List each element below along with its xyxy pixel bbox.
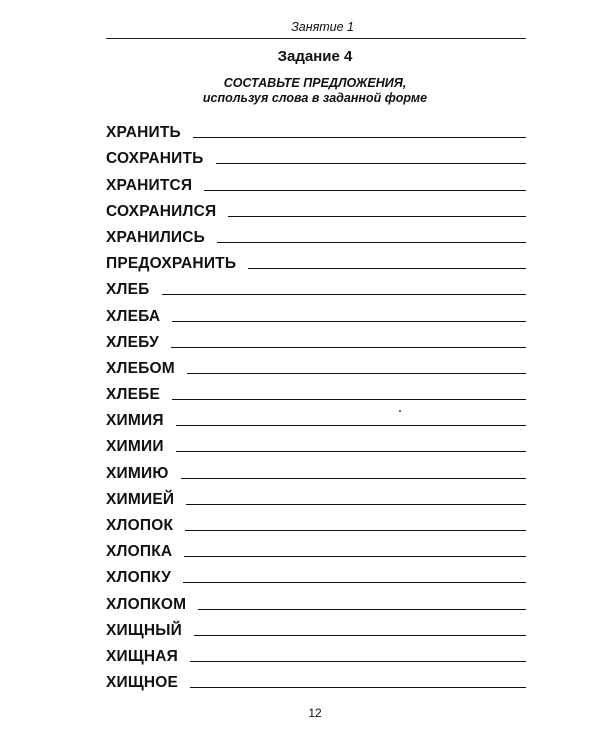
answer-line[interactable] [186, 503, 526, 505]
answer-line[interactable] [193, 136, 526, 138]
answer-line[interactable] [190, 660, 526, 662]
exercise-row [106, 561, 526, 587]
answer-line[interactable] [216, 162, 526, 164]
exercise-row [106, 509, 526, 535]
exercise-word: ХИЩНАЯ [106, 647, 179, 665]
exercise-row [106, 273, 526, 299]
exercise-word: ХЛОПКОМ [106, 595, 187, 613]
answer-line[interactable] [194, 634, 526, 636]
answer-line[interactable] [176, 450, 526, 452]
exercise-row [106, 483, 526, 509]
exercise-row [106, 430, 526, 456]
exercise-row [106, 587, 526, 613]
exercise-row [106, 221, 526, 247]
answer-line[interactable] [217, 241, 526, 243]
exercise-row [106, 404, 526, 430]
exercise-word: СОХРАНИЛСЯ [106, 202, 217, 220]
exercise-row [106, 666, 526, 692]
answer-line[interactable] [198, 608, 526, 610]
exercise-word: ХИМИИ [106, 438, 164, 456]
exercise-row [106, 378, 526, 404]
exercise-word: ХЛОПКУ [106, 569, 172, 587]
running-header: Занятие 1 [291, 20, 354, 34]
exercise-row [106, 142, 526, 168]
exercise-word: ХИЩНОЕ [106, 674, 179, 692]
exercise-row [106, 299, 526, 325]
exercise-row [106, 614, 526, 640]
answer-line[interactable] [176, 424, 526, 426]
exercise-word: ХИМИЯ [106, 412, 164, 430]
answer-line[interactable] [172, 398, 526, 400]
answer-line[interactable] [187, 372, 526, 374]
exercise-rows [106, 116, 526, 692]
task-instructions [0, 76, 600, 106]
exercise-row [106, 326, 526, 352]
exercise-word: ХИМИЕЙ [106, 490, 175, 508]
exercise-word: ХРАНИТЬ [106, 124, 181, 142]
exercise-word: ХЛЕБЕ [106, 386, 161, 404]
instruction-line-1: СОСТАВЬТЕ ПРЕДЛОЖЕНИЯ, [223, 76, 407, 90]
exercise-row [106, 352, 526, 378]
exercise-word: ХРАНИЛИСЬ [106, 228, 205, 246]
exercise-row [106, 168, 526, 194]
answer-line[interactable] [228, 215, 526, 217]
exercise-row [106, 640, 526, 666]
exercise-word: СОХРАНИТЬ [106, 150, 204, 168]
task-title: Задание 4 [277, 48, 353, 65]
exercise-word: ХЛЕБ [106, 281, 150, 299]
answer-line[interactable] [190, 686, 526, 688]
exercise-row [106, 195, 526, 221]
exercise-word: ХЛЕБУ [106, 333, 159, 351]
exercise-word: ХРАНИТСЯ [106, 176, 193, 194]
answer-line[interactable] [171, 346, 526, 348]
exercise-word: ХЛЕБОМ [106, 359, 175, 377]
print-speck [399, 410, 401, 412]
answer-line[interactable] [248, 267, 526, 269]
answer-line[interactable] [204, 189, 526, 191]
exercise-word: ХЛОПКА [106, 543, 173, 561]
exercise-row [106, 116, 526, 142]
answer-line[interactable] [162, 293, 527, 295]
answer-line[interactable] [184, 555, 526, 557]
answer-line[interactable] [181, 477, 526, 479]
header-rule [106, 38, 526, 39]
instruction-line-2: используя слова в заданной форме [202, 91, 428, 105]
exercise-row [106, 247, 526, 273]
answer-line[interactable] [183, 581, 526, 583]
exercise-word: ПРЕДОХРАНИТЬ [106, 255, 237, 273]
exercise-word: ХИЩНЫЙ [106, 621, 182, 639]
answer-line[interactable] [172, 320, 526, 322]
exercise-word: ХИМИЮ [106, 464, 169, 482]
answer-line[interactable] [185, 529, 526, 531]
page-number: 12 [308, 706, 322, 720]
exercise-word: ХЛОПОК [106, 517, 174, 534]
exercise-row [106, 535, 526, 561]
exercise-row [106, 456, 526, 482]
exercise-word: ХЛЕБА [106, 307, 161, 325]
